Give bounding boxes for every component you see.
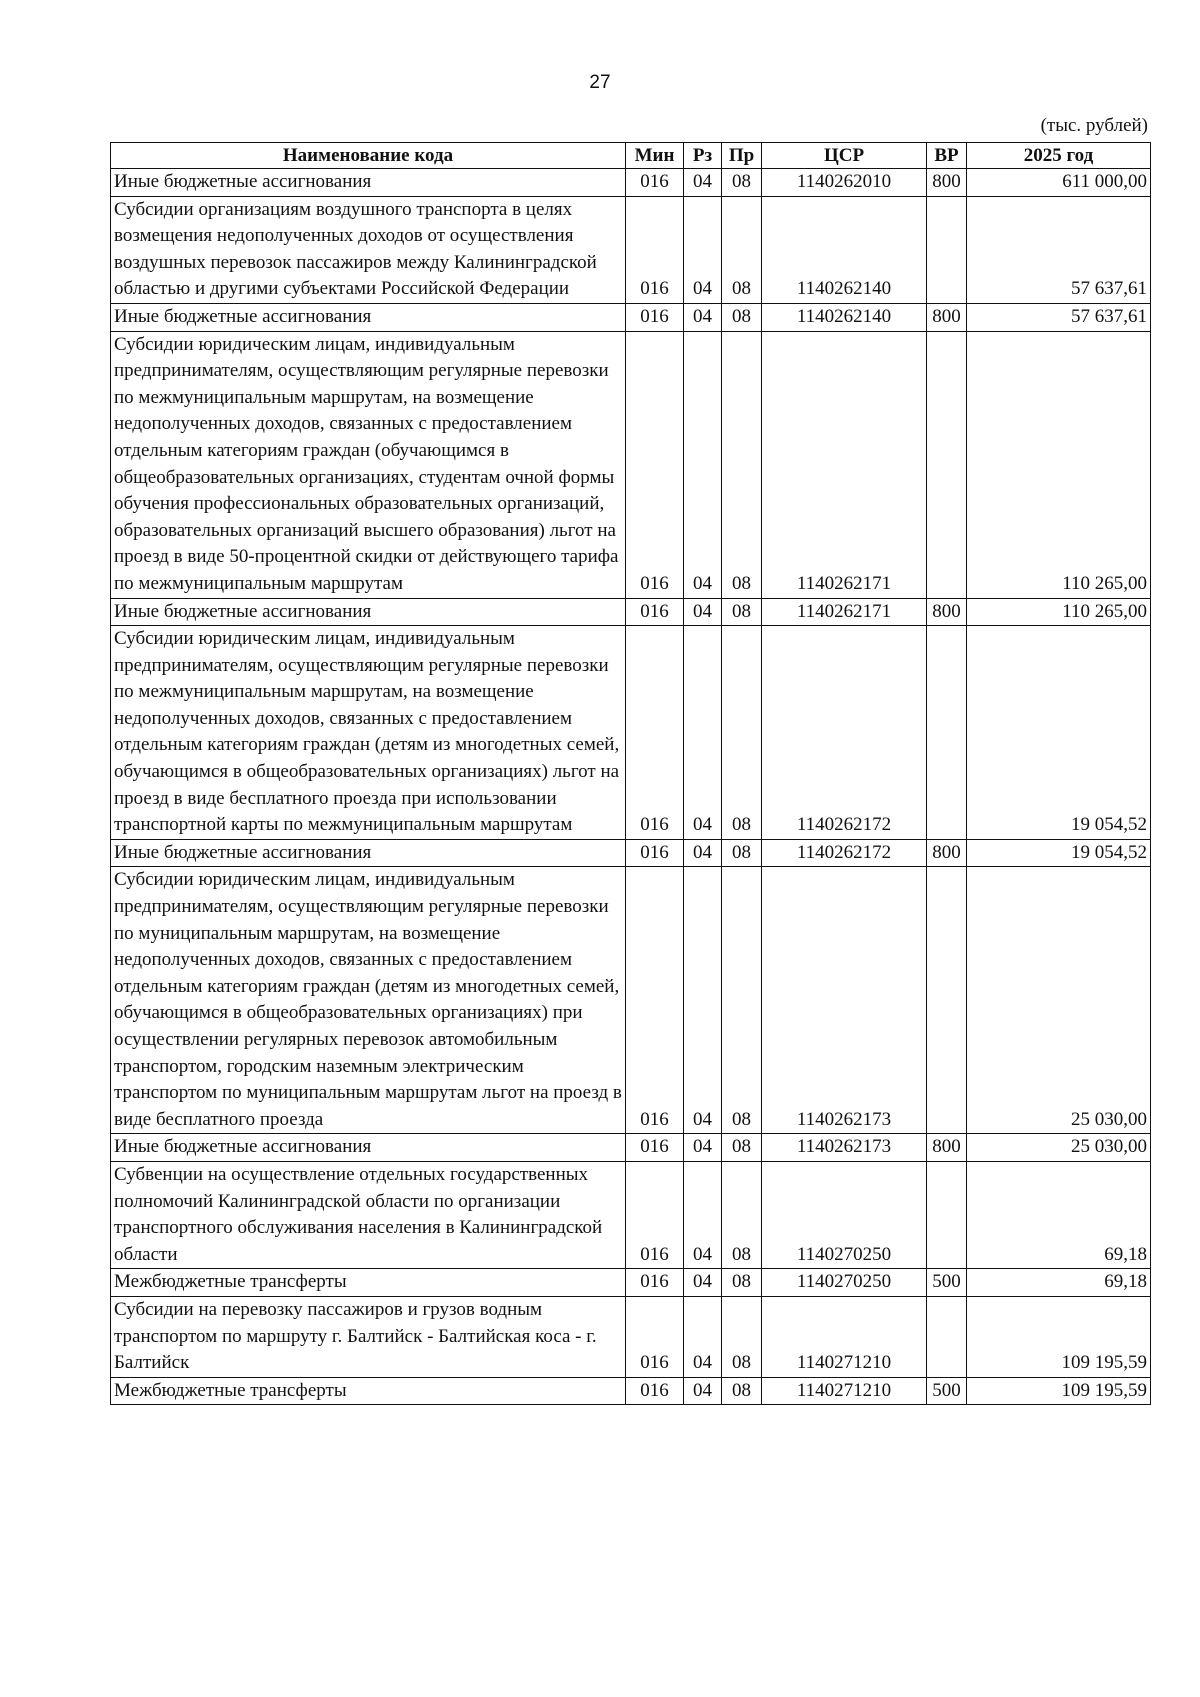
cell-pr: 08 <box>722 1161 762 1268</box>
cell-name: Иные бюджетные ассигнования <box>111 303 626 331</box>
cell-min: 016 <box>626 839 684 867</box>
header-row <box>111 143 1151 169</box>
cell-amount: 109 195,59 <box>967 1296 1151 1377</box>
cell-vr <box>927 626 967 840</box>
cell-vr <box>927 1296 967 1377</box>
table-row <box>111 196 1151 303</box>
table-row <box>111 598 1151 626</box>
cell-csr: 1140262173 <box>762 1134 927 1162</box>
cell-min: 016 <box>626 1269 684 1297</box>
cell-vr <box>927 867 967 1134</box>
cell-pr: 08 <box>722 598 762 626</box>
cell-name: Межбюджетные трансферты <box>111 1377 626 1405</box>
header-rz: Рз <box>684 143 722 169</box>
cell-rz: 04 <box>684 331 722 598</box>
cell-vr: 800 <box>927 1134 967 1162</box>
header-min: Мин <box>626 143 684 169</box>
cell-min: 016 <box>626 1296 684 1377</box>
cell-amount: 110 265,00 <box>967 331 1151 598</box>
cell-csr: 1140262140 <box>762 196 927 303</box>
cell-amount: 19 054,52 <box>967 839 1151 867</box>
table-row <box>111 303 1151 331</box>
cell-rz: 04 <box>684 598 722 626</box>
cell-rz: 04 <box>684 303 722 331</box>
cell-vr <box>927 331 967 598</box>
budget-table <box>110 142 1151 1405</box>
cell-amount: 25 030,00 <box>967 867 1151 1134</box>
cell-min: 016 <box>626 1134 684 1162</box>
header-name: Наименование кода <box>111 143 626 169</box>
cell-pr: 08 <box>722 839 762 867</box>
table-row <box>111 169 1151 197</box>
cell-csr: 1140262171 <box>762 598 927 626</box>
cell-csr: 1140262171 <box>762 331 927 598</box>
cell-min: 016 <box>626 169 684 197</box>
cell-amount: 110 265,00 <box>967 598 1151 626</box>
cell-rz: 04 <box>684 1269 722 1297</box>
cell-amount: 57 637,61 <box>967 196 1151 303</box>
cell-name: Субсидии организациям воздушного транспорта в целях возмещения недополученных доходов от осуществления воздушных перевозок пассажиров между Калининградской областью и другими субъектами Российской Федерации <box>111 196 626 303</box>
cell-min: 016 <box>626 626 684 840</box>
header-vr: ВР <box>927 143 967 169</box>
cell-pr: 08 <box>722 196 762 303</box>
cell-amount: 69,18 <box>967 1161 1151 1268</box>
cell-name: Иные бюджетные ассигнования <box>111 839 626 867</box>
cell-rz: 04 <box>684 626 722 840</box>
cell-vr: 800 <box>927 598 967 626</box>
cell-min: 016 <box>626 331 684 598</box>
cell-name: Иные бюджетные ассигнования <box>111 1134 626 1162</box>
cell-csr: 1140262173 <box>762 867 927 1134</box>
units-label: (тыс. рублей) <box>1040 115 1148 136</box>
page-number: 27 <box>589 72 611 93</box>
cell-csr: 1140271210 <box>762 1377 927 1405</box>
cell-min: 016 <box>626 1377 684 1405</box>
table-row <box>111 626 1151 840</box>
cell-min: 016 <box>626 867 684 1134</box>
table-row <box>111 1296 1151 1377</box>
header-pr: Пр <box>722 143 762 169</box>
cell-amount: 57 637,61 <box>967 303 1151 331</box>
cell-csr: 1140270250 <box>762 1269 927 1297</box>
cell-vr: 800 <box>927 303 967 331</box>
table-row <box>111 331 1151 598</box>
cell-vr: 500 <box>927 1269 967 1297</box>
cell-min: 016 <box>626 196 684 303</box>
cell-csr: 1140262172 <box>762 626 927 840</box>
table-row <box>111 1134 1151 1162</box>
cell-rz: 04 <box>684 839 722 867</box>
cell-csr: 1140262010 <box>762 169 927 197</box>
cell-vr <box>927 196 967 303</box>
cell-rz: 04 <box>684 1134 722 1162</box>
cell-csr: 1140270250 <box>762 1161 927 1268</box>
cell-pr: 08 <box>722 169 762 197</box>
cell-amount: 19 054,52 <box>967 626 1151 840</box>
cell-name: Иные бюджетные ассигнования <box>111 598 626 626</box>
cell-rz: 04 <box>684 867 722 1134</box>
table-row <box>111 1161 1151 1268</box>
cell-amount: 611 000,00 <box>967 169 1151 197</box>
header-year: 2025 год <box>967 143 1151 169</box>
table-row <box>111 867 1151 1134</box>
cell-amount: 109 195,59 <box>967 1377 1151 1405</box>
cell-name: Субсидии юридическим лицам, индивидуальным предпринимателям, осуществляющим регулярные перевозки по муниципальным маршрутам, на возмещение недополученных доходов, связанных с предоставлением отдельным категориям граждан (детям из многодетных семей, обучающимся в общеобразовательных организациях) при осуществлении регулярных перевозок автомобильным транспортом, городским наземным электрическим транспортом по муниципальным маршрутам льгот на проезд в виде бесплатного проезда <box>111 867 626 1134</box>
cell-min: 016 <box>626 598 684 626</box>
cell-name: Субсидии юридическим лицам, индивидуальным предпринимателям, осуществляющим регулярные перевозки по межмуниципальным маршрутам, на возмещение недополученных доходов, связанных с предоставлением отдельным категориям граждан (детям из многодетных семей, обучающимся в общеобразовательных организациях) льгот на проезд в виде бесплатного проезда при использовании транспортной карты по межмуниципальным маршрутам <box>111 626 626 840</box>
cell-pr: 08 <box>722 1134 762 1162</box>
cell-min: 016 <box>626 303 684 331</box>
cell-csr: 1140262172 <box>762 839 927 867</box>
cell-rz: 04 <box>684 1161 722 1268</box>
cell-name: Субсидии на перевозку пассажиров и грузов водным транспортом по маршруту г. Балтийск - Балтийская коса - г. Балтийск <box>111 1296 626 1377</box>
cell-vr <box>927 1161 967 1268</box>
cell-pr: 08 <box>722 626 762 840</box>
table-row <box>111 1377 1151 1405</box>
cell-vr: 500 <box>927 1377 967 1405</box>
cell-name: Межбюджетные трансферты <box>111 1269 626 1297</box>
cell-pr: 08 <box>722 303 762 331</box>
cell-csr: 1140262140 <box>762 303 927 331</box>
cell-rz: 04 <box>684 196 722 303</box>
cell-vr: 800 <box>927 839 967 867</box>
table-row <box>111 839 1151 867</box>
cell-pr: 08 <box>722 331 762 598</box>
cell-min: 016 <box>626 1161 684 1268</box>
header-csr: ЦСР <box>762 143 927 169</box>
cell-pr: 08 <box>722 867 762 1134</box>
cell-vr: 800 <box>927 169 967 197</box>
cell-name: Субсидии юридическим лицам, индивидуальным предпринимателям, осуществляющим регулярные перевозки по межмуниципальным маршрутам, на возмещение недополученных доходов, связанных с предоставлением отдельным категориям граждан (обучающимся в общеобразовательных организациях, студентам очной формы обучения профессиональных образовательных организаций, образовательных организаций высшего образования) льгот на проезд в виде 50-процентной скидки от действующего тарифа по межмуниципальным маршрутам <box>111 331 626 598</box>
cell-name: Субвенции на осуществление отдельных государственных полномочий Калининградской области по организации транспортного обслуживания населения в Калининградской области <box>111 1161 626 1268</box>
cell-rz: 04 <box>684 1377 722 1405</box>
cell-pr: 08 <box>722 1377 762 1405</box>
cell-amount: 69,18 <box>967 1269 1151 1297</box>
cell-pr: 08 <box>722 1296 762 1377</box>
cell-rz: 04 <box>684 169 722 197</box>
cell-name: Иные бюджетные ассигнования <box>111 169 626 197</box>
cell-csr: 1140271210 <box>762 1296 927 1377</box>
table-row <box>111 1269 1151 1297</box>
cell-rz: 04 <box>684 1296 722 1377</box>
cell-pr: 08 <box>722 1269 762 1297</box>
cell-amount: 25 030,00 <box>967 1134 1151 1162</box>
